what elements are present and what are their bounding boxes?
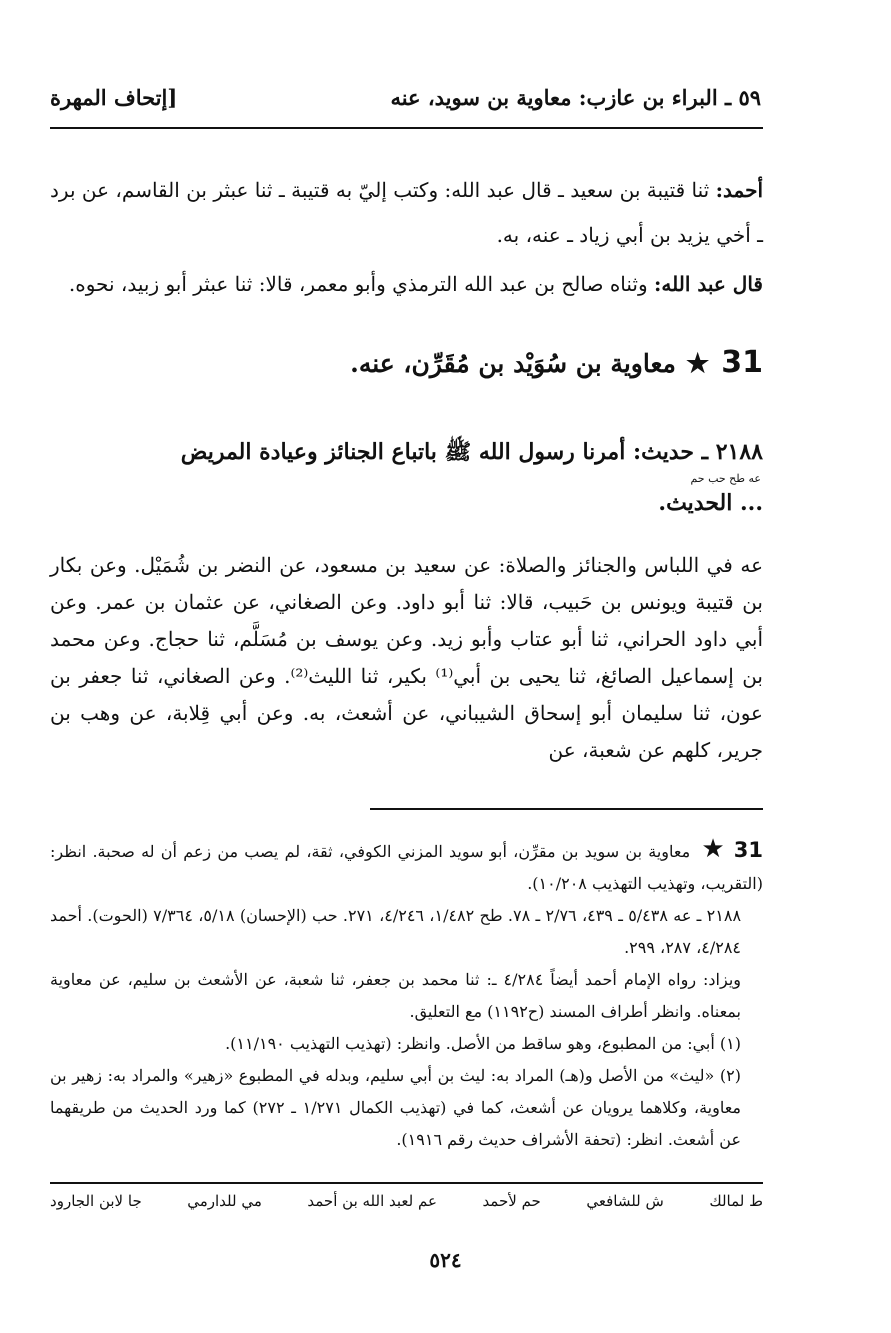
isnad-text: عه في اللباس والجنائز والصلاة: عن سعيد بن مسعود، عن النضر بن شُمَيْل. وعن بكار بن قتيبة ويونس بن حَبيب، قالا: ثنا أبو داود. وعن الصغاني، عن عثمان بن عمر. وعن أبي داود الحراني، ثنا أبو عتاب وأبو زيد. وعن يوسف بن مُسَلَّم، ثنا حجاج. وعن محمد بن إسماعيل الصائغ، ثنا يحيى بن أبي⁽¹⁾ بكير، ثنا الليث⁽²⁾. وعن الصغاني، ثنا جعفر بن عون، ثنا سليمان أبو إسحاق الشيباني، عن أشعث، به. وعن أبي قِلابة، عن وهب بن جرير، كلهم عن شعبة، عن (50, 553, 763, 762)
main-text (50, 168, 763, 307)
paragraph-abdullah-text: وثناه صالح بن عبد الله الترمذي وأبو معمر، قالا: ثنا عبثر أبو زبيد، نحوه. (68, 272, 648, 296)
hadith-heading: ٢١٨٨ ـ حديث: أمرنا رسول الله ﷺ باتباع الجنائز وعيادة المريض (180, 439, 763, 465)
paragraph-abdullah (50, 262, 763, 307)
siglum-ahmad: حم لأحمد (482, 1192, 541, 1210)
hadith-entry (50, 432, 763, 520)
paragraph-ahmad-text: ثنا قتيبة بن سعيد ـ قال عبد الله: وكتب إليّ به قتيبة ـ ثنا عبثر بن القاسم، عن برد ـ أخي يزيد بن أبي زياد ـ عنه، به. (50, 178, 763, 247)
section-number: 31 (721, 345, 763, 380)
footnote-1: (١) أبي: من المطبوع، وهو ساقط من الأصل. وانظر: (تهذيب التهذيب ١١/١٩٠). (225, 1034, 741, 1053)
footnote-31 (50, 833, 763, 900)
hadith-continuation: ... الحديث. (658, 490, 763, 516)
running-header (50, 85, 761, 121)
footnote-wayazad: ويزاد: رواه الإمام أحمد أيضاً ٤/٢٨٤ ـ: ثنا محمد بن جعفر، ثنا شعبة، عن الأشعث بن سليم، عن معاوية بمعناه. وانظر أطراف المسند (ح١١٩٢) مع التعليق. (50, 970, 742, 1021)
siglum-shafii: ش للشافعي (586, 1192, 664, 1210)
siglum-abdullah: عم لعبد الله بن أحمد (307, 1192, 437, 1210)
header-book-title: [إتحاف المهرة (50, 85, 178, 110)
header-rule (50, 127, 763, 129)
star-icon: ★ (685, 349, 710, 379)
footnotes (50, 833, 763, 1156)
footnote-31-text: معاوية بن سويد بن مقرِّن، أبو سويد المزني الكوفي، ثقة، لم يصب من زعم أن له صحبة. انظر: (التقريب، وتهذيب التهذيب ١٠/٢٠٨). (50, 842, 763, 893)
hadith-source-abbreviations: عه طح حب حم (690, 472, 761, 485)
section-heading (50, 345, 763, 395)
footnote-2188: ٢١٨٨ ـ عه ٥/٤٣٨ ـ ٤٣٩، ٢/٧٦ ـ ٧٨. طح ١/٤٨٢، ٤/٢٤٦، ٢٧١. حب (الإحسان) ٥/١٨، ٧/٣٦٤ (الحوت). أحمد ٤/٢٨٤، ٢٨٧، ٢٩٩. (50, 906, 742, 957)
isnad-chains (50, 547, 763, 769)
footnote-31-number: 31 (733, 838, 764, 862)
siglum-malik: ط لمالك (709, 1192, 763, 1210)
sigla-rule (50, 1182, 763, 1184)
narrator-label-ahmad: أحمد: (715, 178, 764, 202)
siglum-ibn-jarud: جا لابن الجارود (50, 1192, 142, 1210)
footnote-2: (٢) «ليث» من الأصل و(هـ) المراد به: ليث بن أبي سليم، وبدله في المطبوع «زهير» والمراد به: زهير بن معاوية، وكلاهما يرويان عن أشعث، كما في (تهذيب الكمال ١/٢٧١ ـ ٢٧٢) كما ورد الحديث من طريقهما عن أشعث. انظر: (تحفة الأشراف حديث رقم ١٩١٦). (50, 1066, 742, 1149)
footnote-rule (370, 808, 763, 810)
section-title: معاوية بن سُوَيْد بن مُقَرِّن، عنه. (350, 349, 676, 378)
page-number: ٥٢٤ (429, 1248, 462, 1272)
header-chapter-title: ٥٩ ـ البراء بن عازب: معاوية بن سويد، عنه (390, 85, 761, 110)
siglum-darimi: مي للدارمي (187, 1192, 262, 1210)
footnote-star-icon: ★ (700, 834, 726, 864)
sigla-key (50, 1192, 763, 1224)
paragraph-ahmad (50, 168, 763, 258)
narrator-label-abdullah: قال عبد الله: (654, 272, 763, 296)
